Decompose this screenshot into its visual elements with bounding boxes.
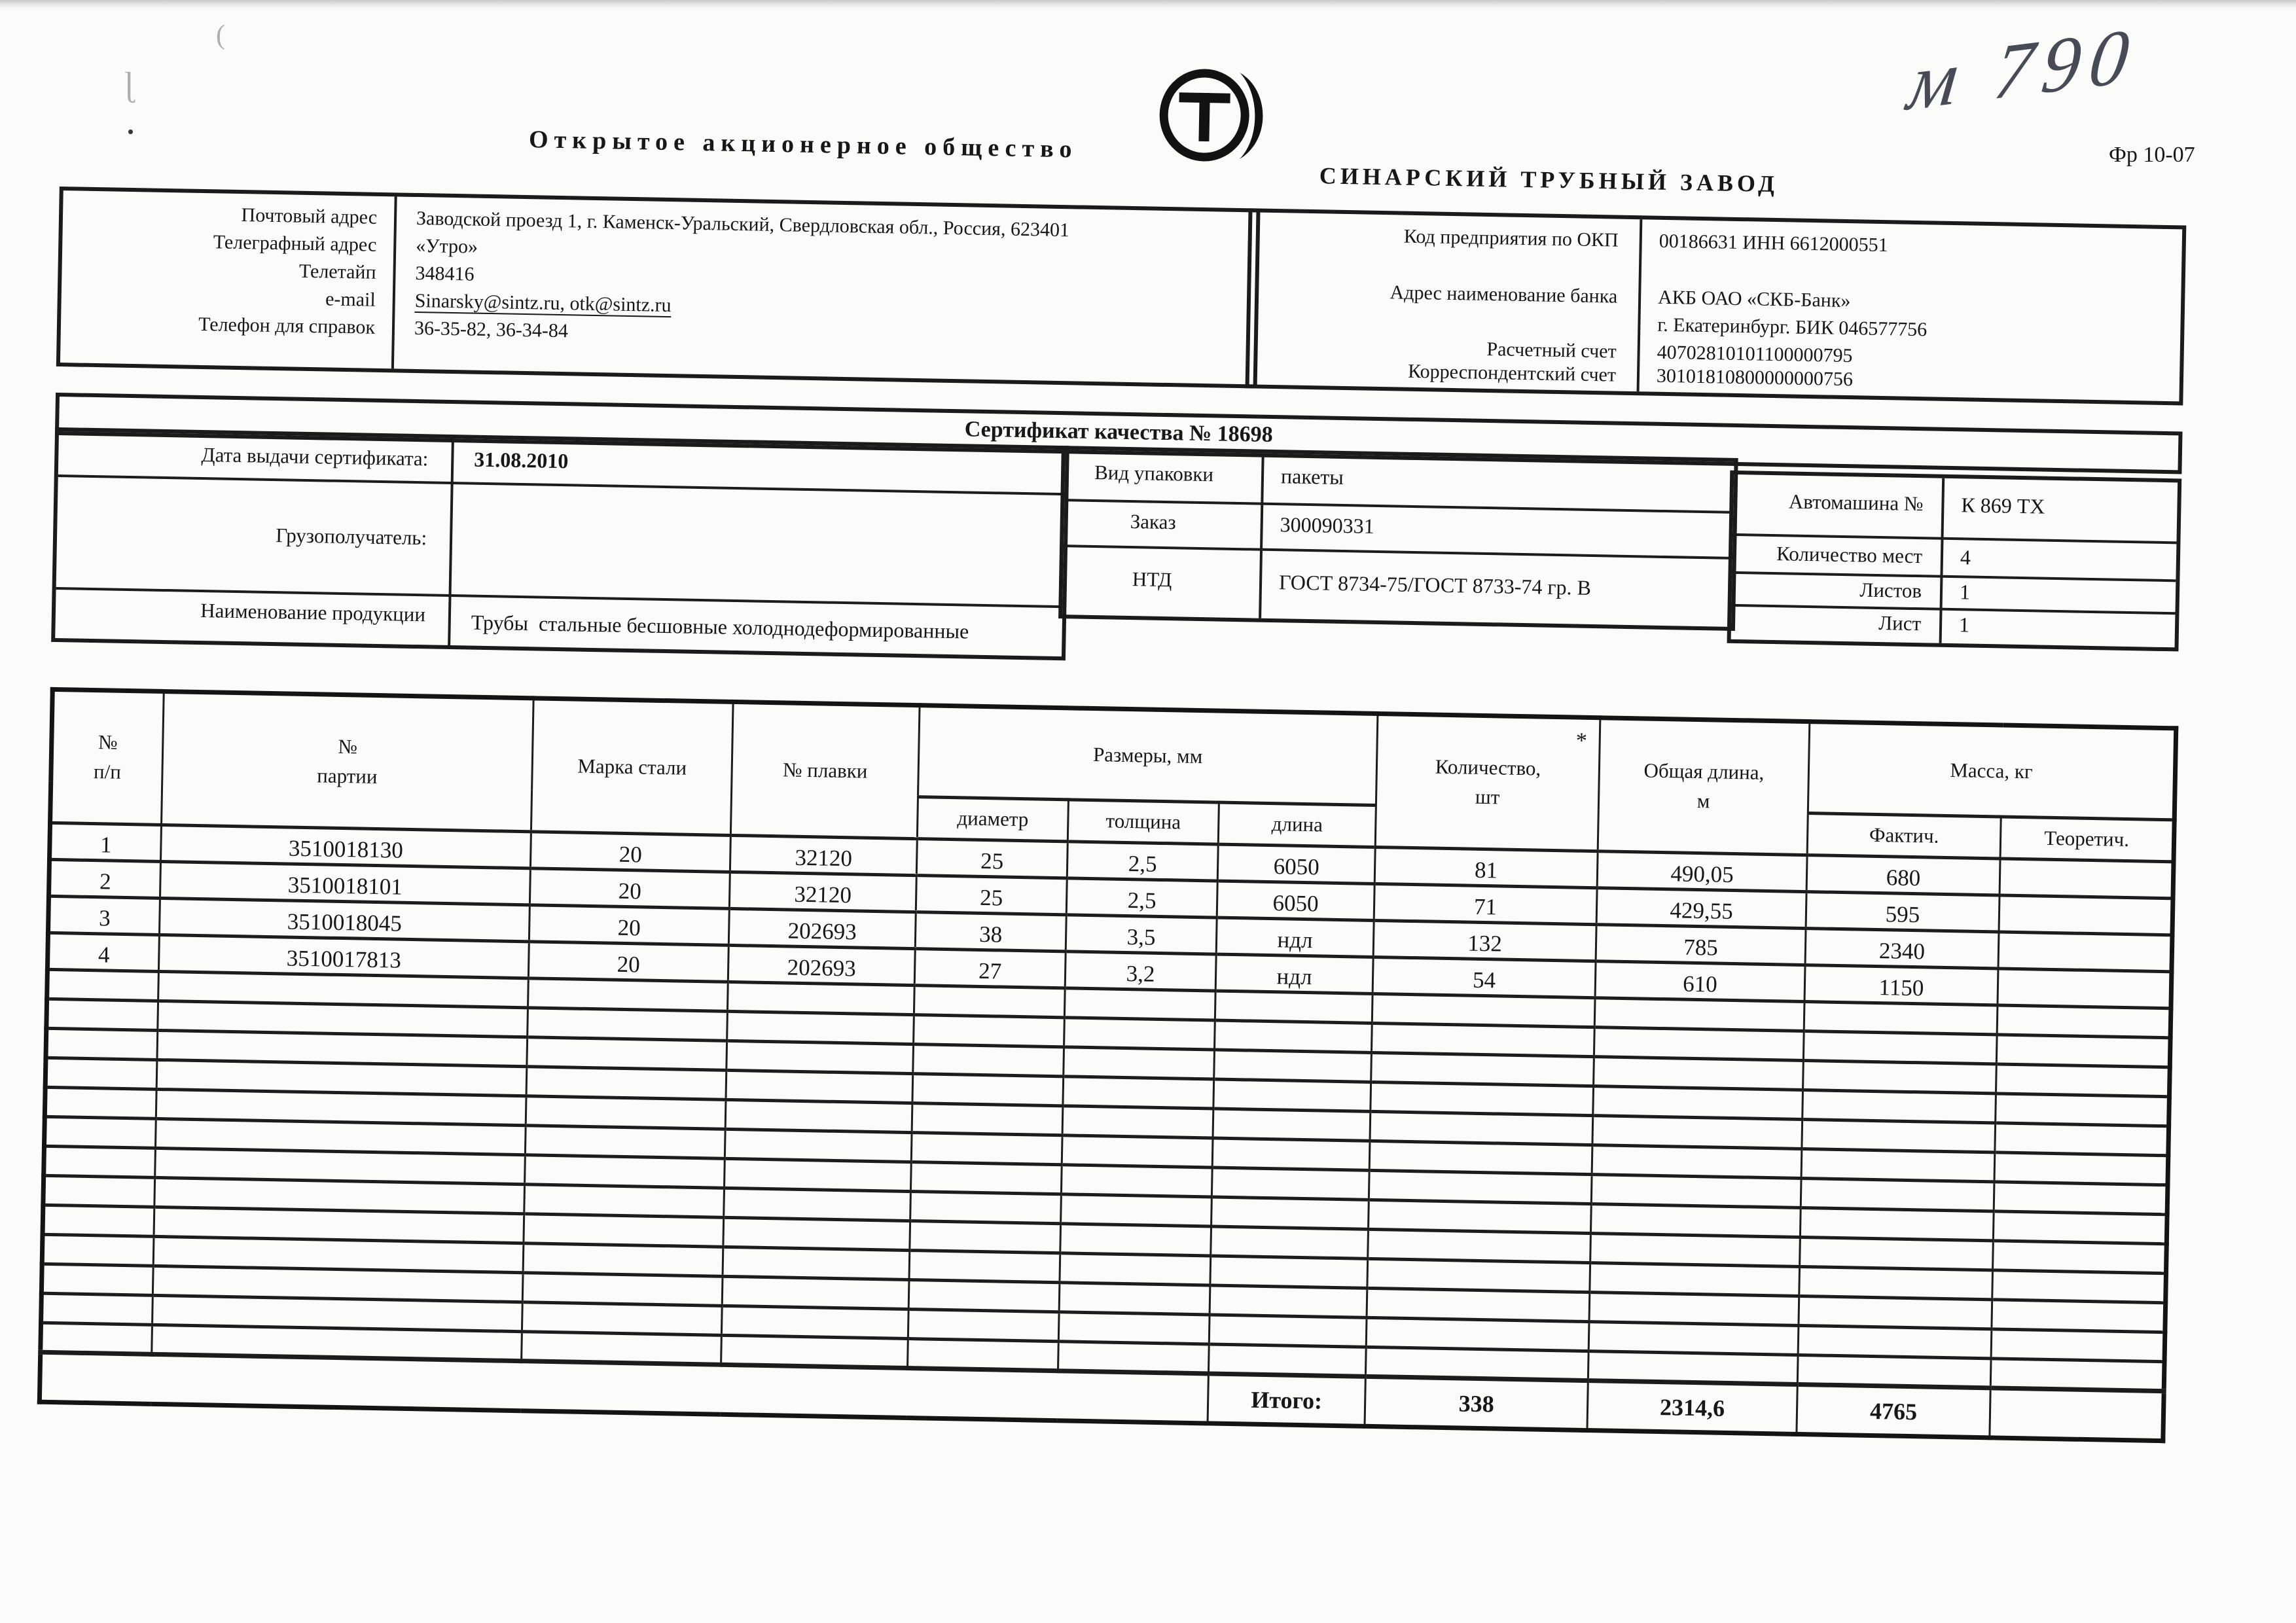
table-cell (1594, 998, 1804, 1031)
table-cell: 25 (916, 876, 1067, 915)
scanned-document (37, 39, 2189, 1485)
table-cell: 20 (529, 868, 730, 909)
table-cell (1590, 1263, 1800, 1296)
issue-date-label: Дата выдачи сертификата: (201, 443, 429, 471)
table-cell: 2,5 (1067, 842, 1218, 881)
table-cell: 81 (1374, 847, 1598, 887)
table-cell (1994, 1182, 2168, 1215)
phone-label: Телефон для справок (198, 313, 376, 338)
bank-box (1246, 208, 2187, 405)
table-cell (524, 1185, 725, 1218)
scan-artifact-dot: . (126, 99, 135, 142)
table-cell (1800, 1207, 1994, 1240)
table-cell (1058, 1312, 1210, 1344)
order-label: Заказ (1130, 510, 1177, 534)
order-value: 300090331 (1280, 512, 1375, 538)
table-cell: 680 (1806, 855, 2000, 895)
cert-right-divider (1939, 478, 1945, 643)
table-cell (528, 1008, 728, 1041)
table-cell: 3 (48, 896, 160, 935)
table-cell (1801, 1178, 1994, 1211)
table-cell (1370, 1111, 1593, 1145)
telegraph-address-value: «Утро» (416, 234, 478, 258)
footnote-asterisk: * (1575, 728, 1588, 753)
table-cell (721, 1335, 908, 1368)
col-header-total-length: Общая длина, м (1598, 718, 1810, 855)
table-cell (1371, 1052, 1594, 1086)
table-cell (1062, 1135, 1213, 1168)
sheet-number-label: Лист (1878, 611, 1922, 635)
table-cell (47, 969, 159, 1001)
table-cell (1594, 1057, 1804, 1090)
table-cell: 2340 (1805, 929, 1999, 969)
table-cell (1588, 1351, 1798, 1385)
table-cell (1371, 1023, 1594, 1056)
table-cell (1803, 1090, 1996, 1123)
table-cell (45, 1058, 157, 1089)
table-cell (1593, 1086, 1803, 1120)
table-cell (528, 978, 728, 1012)
table-cell (1594, 1027, 1804, 1061)
table-cell: 20 (529, 905, 729, 946)
table-cell (1998, 932, 2172, 972)
table-cell (41, 1293, 153, 1325)
table-cell: 3,2 (1065, 952, 1216, 991)
packing-label: Вид упаковки (1094, 461, 1214, 486)
company-logo-icon (1141, 64, 1282, 169)
table-cell (1994, 1152, 2168, 1185)
table-cell (910, 1162, 1062, 1194)
issue-date-value: 31.08.2010 (474, 447, 569, 473)
table-cell (1371, 1082, 1594, 1115)
table-cell (1996, 1035, 2170, 1067)
contacts-divider (391, 196, 397, 368)
table-cell (1997, 1005, 2171, 1038)
table-cell (524, 1214, 724, 1247)
table-body (39, 823, 2174, 1440)
table-cell (525, 1155, 725, 1188)
table-cell (41, 1264, 153, 1295)
table-cell (43, 1175, 155, 1207)
table-cell (1064, 1018, 1215, 1050)
table-cell (525, 1126, 725, 1159)
table-cell (1592, 1116, 1803, 1149)
table-cell (1063, 1077, 1214, 1109)
table-cell (726, 1070, 913, 1103)
table-cell (1799, 1266, 1993, 1299)
email-label: e-mail (325, 288, 376, 311)
table-cell (1993, 1241, 2167, 1274)
table-cell: 2 (49, 859, 161, 898)
col-header-quantity (1375, 714, 1600, 851)
table-cell (45, 1116, 156, 1148)
table-cell (1059, 1283, 1210, 1315)
table-cell: 202693 (728, 908, 916, 948)
bank-name-value-line2: г. Екатеринбург. БИК 046577756 (1657, 313, 1928, 341)
table-cell: 32120 (729, 872, 916, 912)
table-cell: 20 (530, 832, 730, 872)
col-header-mass-actual: Фактич. (1807, 813, 2001, 859)
col-header-dimensions: Размеры, мм (918, 705, 1378, 806)
certificate-right-grid (1727, 471, 2182, 652)
table-cell: 54 (1372, 957, 1596, 997)
table-cell (1992, 1270, 2166, 1303)
certificate-left-grid (51, 427, 1069, 660)
table-cell: Итого: (1208, 1374, 1365, 1426)
table-cell (1211, 1226, 1369, 1258)
table-cell: 71 (1374, 883, 1597, 924)
certificate-middle-grid (1058, 446, 1738, 631)
table-cell (1590, 1234, 1801, 1267)
ntd-value: ГОСТ 8734-75/ГОСТ 8733-74 гр. В (1278, 570, 1592, 599)
bank-divider (1637, 219, 1643, 391)
table-cell: 785 (1596, 925, 1806, 965)
table-cell (1802, 1119, 1996, 1152)
table-cell (45, 1087, 156, 1118)
table-cell (1365, 1347, 1588, 1380)
table-cell (522, 1273, 723, 1306)
col-header-steel-grade: Марка стали (531, 698, 733, 836)
table-cell: 4 (47, 933, 159, 971)
table-cell (725, 1099, 912, 1132)
table-cell (912, 1103, 1063, 1135)
form-code: Фр 10-07 (2109, 143, 2195, 167)
table-cell (41, 1323, 152, 1354)
table-cell (725, 1158, 912, 1191)
org-type-title: Открытое акционерное общество (528, 126, 1078, 164)
table-cell (1213, 1109, 1371, 1141)
bank-name-label: Адрес наименование банка (1390, 281, 1618, 308)
table-cell (909, 1251, 1060, 1283)
consignee-label: Грузополучатель: (275, 524, 427, 550)
table-cell (1797, 1355, 1991, 1387)
packing-value: пакеты (1280, 464, 1344, 489)
cert-left-divider (448, 438, 454, 645)
table-cell (1064, 1047, 1215, 1079)
contacts-box (56, 187, 1261, 389)
sheets-total-label: Листов (1859, 578, 1922, 603)
ntd-label: НТД (1132, 567, 1172, 592)
table-cell (1999, 895, 2173, 935)
table-cell (2000, 859, 2174, 899)
table-cell (1211, 1197, 1369, 1229)
table-cell (1209, 1315, 1367, 1347)
table-cell (1800, 1237, 1994, 1270)
table-cell: 3510018101 (160, 861, 530, 904)
table-cell (1214, 1050, 1372, 1082)
places-count-value: 4 (1960, 545, 1971, 569)
table-cell (1996, 1094, 2170, 1126)
scan-artifact-paren: ( (216, 20, 225, 50)
table-cell (1368, 1229, 1591, 1262)
phone-value: 36-35-82, 36-34-84 (414, 317, 569, 342)
table-cell (1990, 1388, 2164, 1441)
scanner-edge-band (0, 0, 2296, 9)
table-cell (911, 1133, 1062, 1165)
table-cell: 429,55 (1596, 888, 1806, 929)
table-cell (722, 1276, 909, 1309)
table-cell (1215, 991, 1372, 1023)
cert-middle-divider (1259, 454, 1265, 618)
table-cell (908, 1310, 1059, 1342)
table-cell: 2,5 (1066, 878, 1217, 918)
table-cell (1210, 1256, 1368, 1288)
table-cell (1367, 1288, 1590, 1321)
table-cell (1589, 1293, 1799, 1326)
table-cell (42, 1234, 154, 1266)
table-cell (1372, 993, 1595, 1027)
table-cell (1803, 1061, 1997, 1094)
truck-number-label: Автомашина № (1788, 490, 1924, 516)
table-cell (913, 1044, 1064, 1077)
col-header-num: № п/п (50, 689, 164, 825)
table-cell (1588, 1322, 1799, 1355)
table-cell (721, 1306, 908, 1338)
table-cell: 2314,6 (1587, 1381, 1797, 1435)
table-cell: 38 (915, 912, 1066, 952)
table-cell: 3,5 (1066, 915, 1217, 954)
table-cell: 32120 (730, 835, 917, 875)
table-cell (1990, 1359, 2164, 1391)
table-cell (1212, 1138, 1370, 1170)
table-cell (1062, 1106, 1213, 1138)
table-cell (1061, 1194, 1212, 1226)
table-cell (908, 1339, 1059, 1371)
scan-artifact-squiggle: ɭ (124, 66, 134, 103)
table-cell (523, 1243, 723, 1277)
table-cell (912, 1074, 1064, 1106)
table-cell: 1 (50, 823, 162, 861)
table-cell (1369, 1141, 1592, 1174)
okp-code-value: 00186631 ИНН 6612000551 (1659, 230, 1889, 257)
col-header-heat-number: № плавки (730, 702, 920, 838)
table-cell (1213, 1079, 1371, 1111)
table-cell (727, 1011, 914, 1044)
table-cell (1215, 1020, 1372, 1052)
table-cell (1991, 1329, 2165, 1362)
col-header-diameter: диаметр (917, 797, 1068, 842)
table-cell (1803, 1031, 1997, 1064)
table-cell: 27 (914, 949, 1066, 988)
table-cell (1799, 1296, 1992, 1329)
table-cell (910, 1221, 1061, 1253)
table-cell: 202693 (728, 945, 915, 985)
correspondent-account-value: 30101810800000000756 (1656, 365, 1854, 391)
certificate-title: Сертификат качества № 18698 (964, 417, 1274, 447)
telegraph-address-label: Телеграфный адрес (213, 231, 377, 256)
postal-address-value: Заводской проезд 1, г. Каменск-Уральский, Свердловская обл., Россия, 623401 (416, 207, 1070, 241)
table-cell: 1150 (1804, 965, 1998, 1005)
table-cell: ндл (1216, 918, 1374, 957)
org-name-title: СИНАРСКИЙ ТРУБНЫЙ ЗАВОД (1319, 162, 1779, 198)
table-cell (1798, 1325, 1992, 1358)
places-count-label: Количество мест (1776, 542, 1923, 568)
col-header-quantity-text: Количество, шт (1435, 755, 1541, 809)
table-cell (1590, 1204, 1801, 1238)
table-cell: 6050 (1217, 881, 1374, 920)
table-cell (723, 1217, 910, 1250)
table-cell (46, 999, 158, 1030)
table-cell: 6050 (1217, 844, 1375, 883)
teletype-label: Телетайп (298, 260, 376, 283)
cert-middle-row-line-2 (1064, 544, 1732, 560)
table-cell (726, 1041, 914, 1073)
table-cell: 132 (1373, 920, 1596, 961)
table-cell (1211, 1168, 1369, 1200)
table-cell (727, 982, 914, 1014)
table-cell: 610 (1595, 961, 1805, 1002)
truck-number-value: К 869 ТХ (1961, 493, 2045, 518)
table-cell (1058, 1342, 1209, 1374)
table-cell (1998, 969, 2172, 1008)
table-cell: 3510017813 (158, 935, 529, 978)
table-cell (1992, 1300, 2166, 1332)
table-cell: 25 (916, 839, 1067, 878)
table-cell (1060, 1224, 1211, 1256)
product-name-label: Наименование продукции (200, 599, 426, 626)
table-cell: 20 (528, 942, 728, 982)
col-header-mass: Масса, кг (1808, 722, 2176, 820)
settlement-account-label: Расчетный счет (1486, 338, 1617, 363)
table-cell (1060, 1253, 1211, 1285)
table-cell (723, 1247, 910, 1279)
table-cell (522, 1332, 722, 1365)
table-cell (43, 1205, 154, 1236)
table-cell (1369, 1170, 1592, 1204)
table-cell: 595 (1806, 892, 2000, 932)
table-cell (908, 1280, 1060, 1312)
col-header-batch: № партии (162, 692, 534, 832)
table-cell (914, 1015, 1065, 1047)
table-cell (1801, 1149, 1995, 1181)
table-cell: 4765 (1797, 1384, 1990, 1437)
table-cell (1804, 1002, 1998, 1035)
table-cell (526, 1067, 726, 1100)
table-cell: 338 (1365, 1376, 1588, 1430)
table-cell (1995, 1123, 2169, 1156)
col-header-mass-theoretical: Теоретич. (2000, 817, 2174, 862)
postal-address-label: Почтовый адрес (241, 204, 378, 228)
okp-code-label: Код предприятия по ОКП (1403, 225, 1619, 251)
table-cell (1993, 1211, 2167, 1244)
table-cell (725, 1129, 912, 1162)
correspondent-account-label: Корреспондентский счет (1407, 360, 1617, 386)
table-cell (1591, 1175, 1801, 1208)
bank-name-value-line1: АКБ ОАО «СКБ-Банк» (1657, 286, 1851, 312)
table-cell (1366, 1317, 1589, 1351)
teletype-value: 348416 (415, 262, 475, 285)
email-value: Sinarsky@sintz.ru, otk@sintz.ru (414, 289, 672, 317)
sheet-number-value: 1 (1958, 613, 1970, 637)
table-cell (44, 1146, 156, 1177)
table-cell: ндл (1215, 954, 1373, 993)
settlement-account-value: 40702810101100000795 (1657, 341, 1853, 367)
table-cell (1369, 1200, 1592, 1233)
table-cell (1367, 1258, 1590, 1292)
handwritten-note: м 790 (1903, 11, 2143, 127)
table-cell (724, 1188, 911, 1221)
sheets-total-value: 1 (1959, 580, 1971, 604)
table-cell (522, 1302, 722, 1336)
col-header-thickness: толщина (1067, 800, 1219, 844)
table-cell (526, 1096, 726, 1130)
table-cell (527, 1037, 727, 1071)
table-cell (1592, 1145, 1802, 1179)
table-cell (1061, 1165, 1212, 1197)
table-cell (1996, 1064, 2170, 1097)
product-name-value: Трубы стальные бесшовные холоднодеформированные (471, 610, 969, 643)
table-cell (1208, 1344, 1366, 1376)
consignee-value (473, 527, 1049, 538)
table-cell: 3510018045 (159, 898, 529, 941)
table-cell (914, 986, 1065, 1018)
col-header-length: длина (1218, 802, 1376, 847)
pipe-lot-table (37, 687, 2179, 1443)
table-cell: 490,05 (1597, 851, 1807, 892)
table-cell: 3510018130 (161, 825, 531, 868)
table-cell (1210, 1285, 1367, 1317)
table-cell (1064, 988, 1215, 1020)
table-cell (46, 1028, 158, 1060)
table-cell (910, 1192, 1062, 1224)
